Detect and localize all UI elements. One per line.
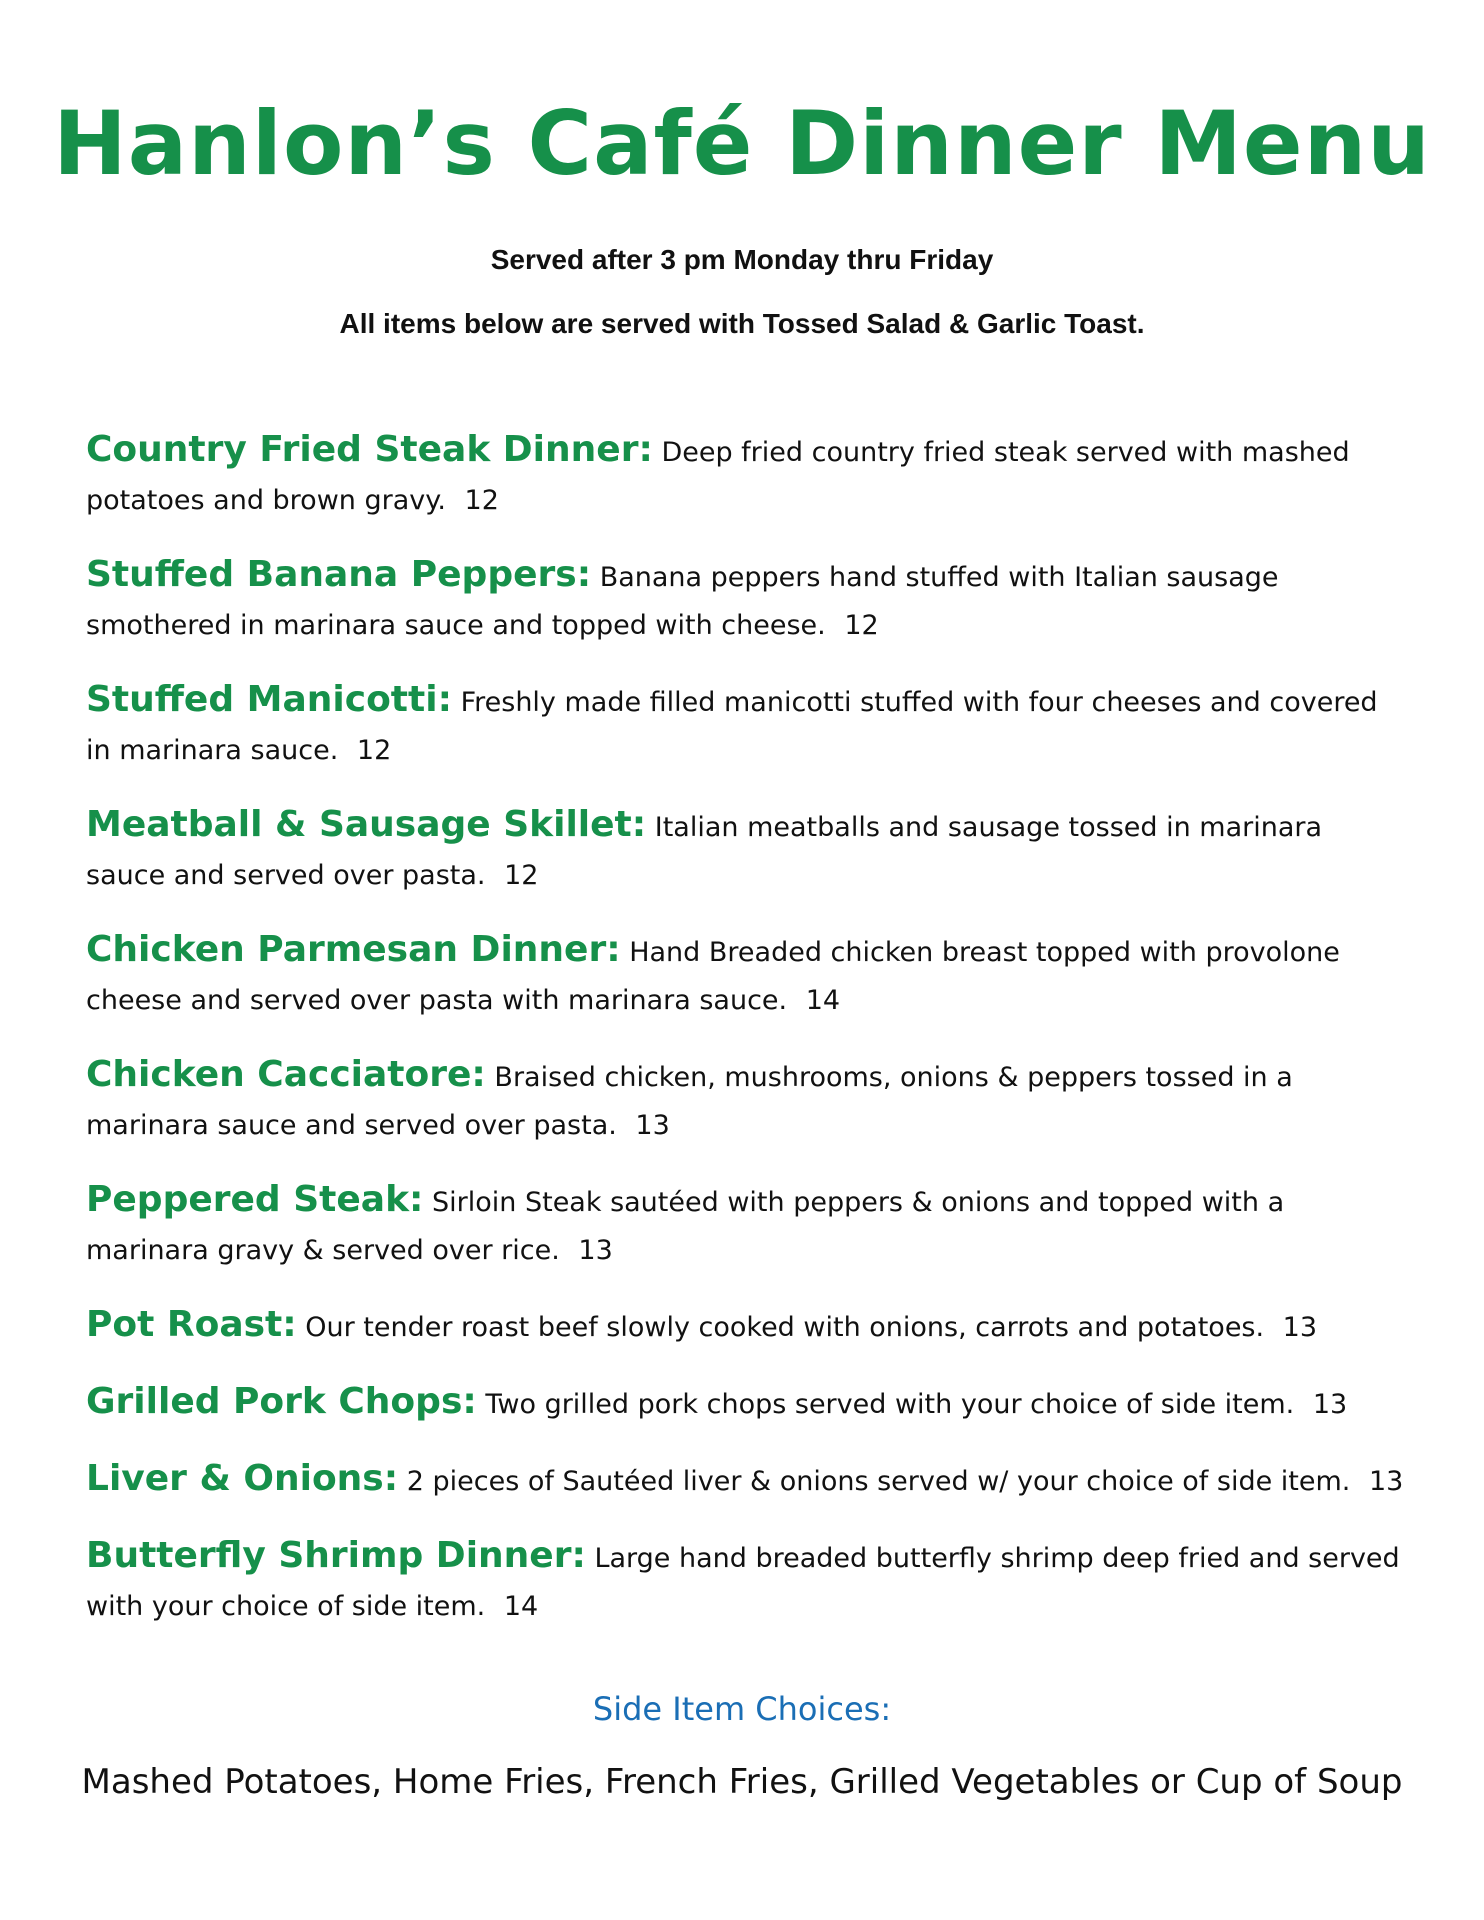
side-items-heading: Side Item Choices: (592, 1690, 892, 1728)
item-price: 12 (504, 860, 539, 891)
item-name: Grilled Pork Chops: (86, 1381, 477, 1422)
item-price: 13 (635, 1110, 670, 1141)
menu-item (86, 426, 1406, 525)
menu-item (86, 551, 1406, 650)
item-price: 12 (356, 735, 392, 766)
item-name: Stuffed Manicotti: (86, 679, 452, 720)
item-price: 14 (805, 985, 841, 1016)
item-price: 13 (1282, 1312, 1318, 1343)
item-description: Banana peppers hand stuffed with Italian sausage smothered in marinara sauce and topped with cheese. (86, 562, 1279, 641)
menu-title: Hanlon’s Café Dinner Menu (53, 92, 1431, 195)
item-name: Peppered Steak: (86, 1179, 424, 1220)
item-name: Liver & Onions: (86, 1458, 399, 1499)
menu-item (86, 1378, 1406, 1429)
service-hours: Served after 3 pm Monday thru Friday (490, 244, 994, 275)
menu-items-list (86, 426, 1406, 1657)
menu-item (86, 1176, 1406, 1275)
served-with-note: All items below are served with Tossed Salad & Garlic Toast. (339, 308, 1145, 339)
item-price: 13 (1312, 1389, 1348, 1420)
item-price: 12 (464, 485, 499, 516)
menu-item (86, 801, 1406, 900)
item-description: Hand Breaded chicken breast topped with provolone cheese and served over pasta with marinara sauce. (86, 937, 1340, 1016)
item-price: 13 (578, 1235, 613, 1266)
menu-item (86, 1051, 1406, 1150)
item-description: 2 pieces of Sautéed liver & onions served w/ your choice of side item. (406, 1466, 1351, 1497)
item-price: 14 (503, 1591, 539, 1622)
item-price: 13 (1368, 1466, 1404, 1497)
side-items-list: Mashed Potatoes, Home Fries, French Fries, Grilled Vegetables or Cup of Soup (81, 1762, 1403, 1802)
menu-item (86, 1301, 1406, 1352)
item-name: Butterfly Shrimp Dinner: (86, 1535, 586, 1576)
item-description: Large hand breaded butterfly shrimp deep fried and served with your choice of side item. (86, 1543, 1400, 1622)
item-description: Braised chicken, mushrooms, onions & peppers tossed in a marinara sauce and served over pasta. (86, 1062, 1293, 1141)
menu-item (86, 676, 1406, 775)
item-name: Pot Roast: (86, 1304, 297, 1345)
item-name: Meatball & Sausage Skillet: (86, 804, 647, 845)
menu-item (86, 1455, 1406, 1506)
item-description: Deep fried country fried steak served with mashed potatoes and brown gravy. (86, 437, 1350, 516)
item-description: Italian meatballs and sausage tossed in marinara sauce and served over pasta. (86, 812, 1323, 891)
item-description: Freshly made filled manicotti stuffed with four cheeses and covered in marinara sauce. (86, 687, 1378, 766)
menu-item (86, 926, 1406, 1025)
item-name: Chicken Cacciatore: (86, 1054, 486, 1095)
item-name: Stuffed Banana Peppers: (86, 554, 592, 595)
item-price: 12 (844, 610, 879, 641)
item-name: Chicken Parmesan Dinner: (86, 929, 621, 970)
item-description: Our tender roast beef slowly cooked with onions, carrots and potatoes. (305, 1312, 1265, 1343)
item-name: Country Fried Steak Dinner: (86, 429, 653, 470)
item-description: Sirloin Steak sautéed with peppers & onions and topped with a marinara gravy & served over rice. (86, 1187, 1285, 1266)
item-description: Two grilled pork chops served with your choice of side item. (485, 1389, 1295, 1420)
menu-item (86, 1532, 1406, 1631)
